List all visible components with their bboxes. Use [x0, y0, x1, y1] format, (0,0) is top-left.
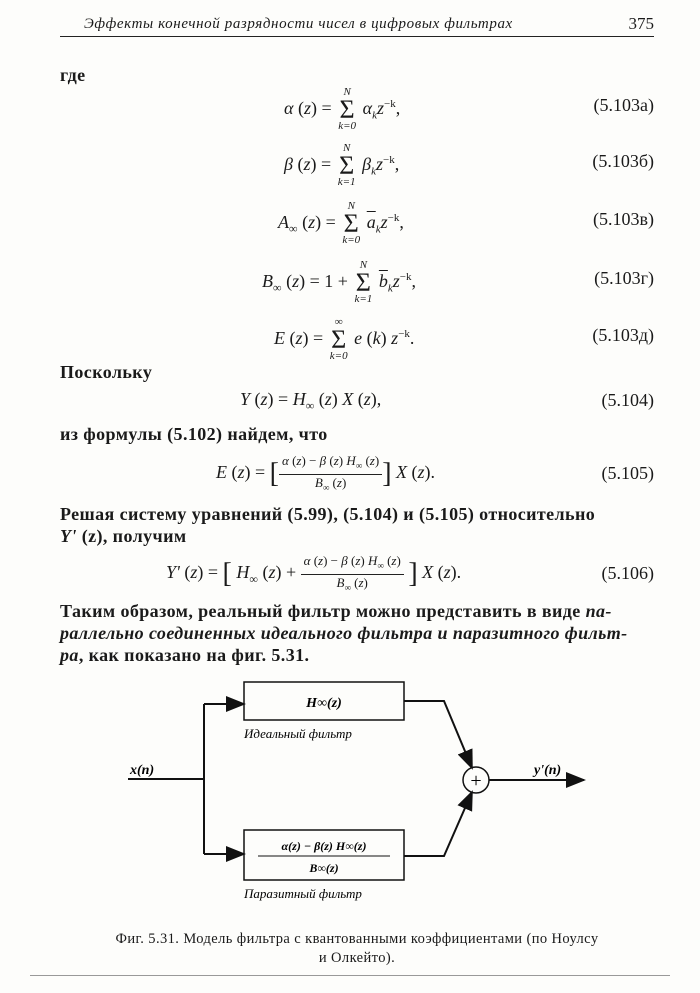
eqno-5-105: (5.105) — [601, 463, 654, 483]
running-header — [60, 14, 654, 37]
text-thus-line3a: ра — [60, 645, 79, 665]
eqno-5-103d: (5.103д) — [592, 325, 654, 345]
equation-5-103d: E (z) = ∞ Σ k=0 e (k) $z^{-k}$. — [274, 315, 415, 362]
parasitic-filter-numerator: α(z) − β(z) H∞(z) — [281, 839, 367, 853]
text-thus-line1a: Таким образом, реальный фильтр можно представить в виде — [60, 601, 586, 621]
adder-plus: + — [470, 770, 482, 792]
equation-5-104: Y $(z) = H_\infty$ (z) X (z), — [240, 389, 382, 413]
text-thus-line3b: , как показано на фиг. 5.31. — [78, 645, 310, 665]
text-since: Поскольку — [60, 362, 153, 382]
text-thus-line3 — [60, 644, 309, 666]
equation-5-103g: $B_\infty$ (z) = 1 + N Σ k=1 $\overline{b}_kz^{-k}$, — [262, 258, 416, 305]
eqno-5-103a: (5.103а) — [593, 95, 654, 115]
caption-line1: Фиг. 5.31. Модель фильтра с квантованными коэффициентами (по Ноулсу — [115, 931, 599, 947]
ideal-filter-label: Идеальный фильтр — [244, 726, 352, 741]
equation-5-103a: α (z) = N Σ k=0 $\alpha_kz^{-k}$, — [284, 85, 401, 132]
running-title: Эффекты конечной разрядности чисел в цифровых фильтрах — [84, 16, 513, 32]
text-thus-line1 — [60, 600, 612, 622]
ideal-filter-transfer: H∞(z) — [306, 696, 342, 711]
arrow-top-to-adder — [404, 701, 472, 768]
eqno-5-104: (5.104) — [601, 390, 654, 410]
equation-5-106: Y' (z) = [ $H_\infty$ (z) + $\frac{\alpha (z) - \beta (z) H_\infty (z)}{B_\infty (z)}$ ] X (z). — [166, 553, 462, 593]
parasitic-filter-label: Паразитный фильтр — [244, 886, 362, 901]
text-solving-line2-tail: (z), получим — [81, 526, 187, 546]
page-bottom-edge — [30, 975, 670, 976]
input-label: x(n) — [130, 763, 155, 778]
text-from-formula: из формулы (5.102) найдем, что — [60, 424, 328, 444]
filter-model-diagram — [0, 670, 700, 930]
equation-5-105: E (z) = [ $\frac{\alpha (z) - \beta (z) H_\infty (z)}{B_\infty (z)}$ ] X (z). — [216, 453, 436, 493]
eqno-5-103b: (5.103б) — [592, 151, 654, 171]
figure-caption — [60, 930, 654, 968]
eqno-5-106: (5.106) — [601, 563, 654, 583]
eqno-5-103g: (5.103г) — [594, 268, 654, 288]
arrow-bottom-to-adder — [404, 792, 472, 856]
caption-line2: и Олкейто). — [318, 950, 396, 966]
text-thus-line1b: па- — [585, 601, 612, 621]
parasitic-filter-denominator: B∞(z) — [309, 861, 339, 875]
text-where: где — [60, 65, 86, 85]
text-solving-line2: Y' (z), получим — [60, 526, 187, 546]
page-number: 375 — [628, 14, 654, 33]
equation-5-103v: $A_\infty$ (z) = N Σ k=0 $\overline{a}_kz^{-k}$, — [278, 199, 404, 246]
text-solving-line1: Решая систему уравнений (5.99), (5.104) и (5.105) относительно — [60, 504, 596, 524]
equation-5-103b: β (z) = N Σ k=1 $\beta_kz^{-k}$, — [284, 141, 400, 188]
eqno-5-103v: (5.103в) — [593, 209, 654, 229]
text-thus-line2: раллельно соединенных идеального фильтра и паразитного фильт- — [60, 623, 628, 643]
output-label: y'(n) — [534, 763, 562, 778]
